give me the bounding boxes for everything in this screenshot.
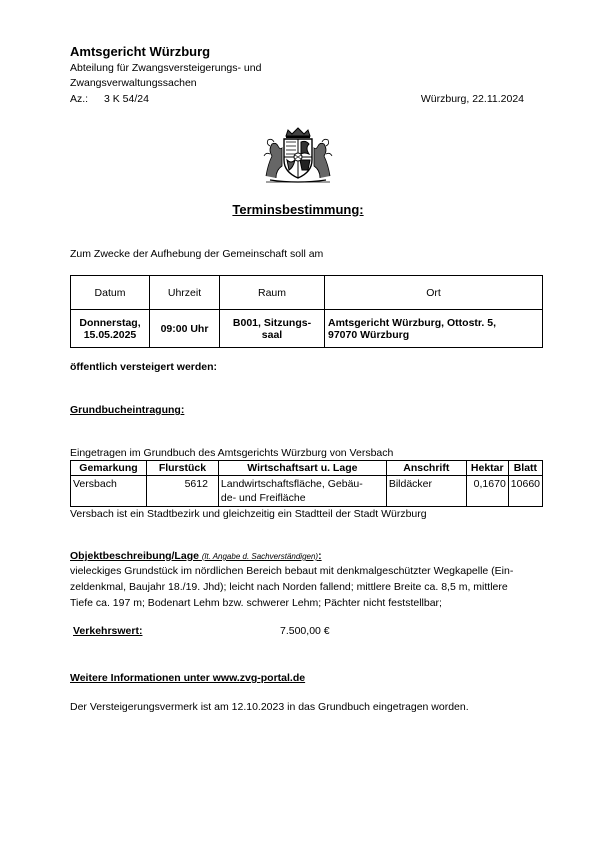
header-gemarkung: Gemarkung <box>71 461 147 476</box>
department-line-1: Abteilung für Zwangsversteigerungs- und <box>70 62 262 74</box>
info-link[interactable]: Weitere Informationen unter www.zvg-portal.de <box>70 672 306 684</box>
case-number-value: 3 K 54/24 <box>104 93 149 105</box>
intro-text: Zum Zwecke der Aufhebung der Gemeinschaft soll am <box>70 248 324 260</box>
object-line-2: zeldenkmal, Baujahr 18./19. Jhd); leicht nach Norden fallend; mittlere Breite ca. 8,5 m, mittlere <box>70 581 508 593</box>
case-number <box>70 93 149 105</box>
cell-hektar: 0,1670 <box>466 476 508 507</box>
court-name: Amtsgericht Würzburg <box>70 44 211 59</box>
land-register-intro: Eingetragen im Grundbuch des Amtsgerichts Würzburg von Versbach <box>70 447 394 459</box>
object-heading-colon: : <box>318 550 322 562</box>
header-wirtschaftsart: Wirtschaftsart u. Lage <box>218 461 386 476</box>
case-number-label: Az.: <box>70 93 89 105</box>
object-line-1: vieleckiges Grundstück im nördlichen Bereich bebaut mit denkmalgeschützter Wegkapelle (Ein- <box>70 565 514 577</box>
cell-ort <box>325 310 543 348</box>
land-register-table-header <box>71 461 543 476</box>
cell-uhrzeit: 09:00 Uhr <box>150 310 220 348</box>
cell-flurstueck: 5612 <box>146 476 218 507</box>
auction-statement: öffentlich versteigert werden: <box>70 361 218 373</box>
cell-wirtschaftsart <box>218 476 386 507</box>
header-hektar: Hektar <box>466 461 508 476</box>
land-register-heading: Grundbucheintragung: <box>70 404 185 416</box>
header-ort: Ort <box>325 276 543 310</box>
raum-line-1: B001, Sitzungs- <box>232 316 312 329</box>
appointment-table-header <box>71 276 543 310</box>
header-raum: Raum <box>220 276 325 310</box>
object-heading-note: (lt. Angabe d. Sachverständigen) <box>201 552 319 561</box>
auction-notice-note: Der Versteigerungsvermerk ist am 12.10.2023 in das Grundbuch eingetragen worden. <box>70 701 469 713</box>
appointment-table-row <box>71 310 543 348</box>
header-uhrzeit: Uhrzeit <box>150 276 220 310</box>
object-line-3: Tiefe ca. 197 m; Bodenart Lehm bzw. schwerer Lehm; Pächter nicht feststellbar; <box>70 597 442 609</box>
raum-line-2: saal <box>261 328 283 341</box>
datum-line-2: 15.05.2025 <box>83 328 137 341</box>
market-value-label: Verkehrswert: <box>73 625 143 637</box>
department-line-2: Zwangsverwaltungssachen <box>70 77 197 89</box>
land-register-row <box>71 476 543 507</box>
coat-of-arms-icon <box>262 126 334 184</box>
wirtschaftsart-line-1: Landwirtschaftsfläche, Gebäu- <box>220 478 363 490</box>
appointment-table <box>70 275 543 348</box>
wirtschaftsart-line-2: de- und Freifläche <box>220 492 306 504</box>
ort-line-2: 97070 Würzburg <box>328 328 410 341</box>
cell-blatt: 10660 <box>508 476 542 507</box>
header-flurstueck: Flurstück <box>146 461 218 476</box>
header-datum: Datum <box>71 276 150 310</box>
cell-datum <box>71 310 150 348</box>
datum-line-1: Donnerstag, <box>79 316 141 329</box>
object-description-text <box>70 563 540 611</box>
market-value: 7.500,00 € <box>280 625 330 637</box>
page-title: Terminsbestimmung: <box>232 202 364 217</box>
object-heading-text: Objektbeschreibung/Lage <box>70 550 199 562</box>
cell-anschrift: Bildäcker <box>386 476 466 507</box>
cell-raum <box>220 310 325 348</box>
land-register-table <box>70 460 543 507</box>
district-note: Versbach ist ein Stadtbezirk und gleichzeitig ein Stadtteil der Stadt Würzburg <box>70 508 427 520</box>
header-blatt: Blatt <box>508 461 542 476</box>
object-description-heading <box>70 550 322 562</box>
header-anschrift: Anschrift <box>386 461 466 476</box>
place-date: Würzburg, 22.11.2024 <box>420 93 524 105</box>
cell-gemarkung: Versbach <box>71 476 147 507</box>
ort-line-1: Amtsgericht Würzburg, Ottostr. 5, <box>328 316 497 329</box>
